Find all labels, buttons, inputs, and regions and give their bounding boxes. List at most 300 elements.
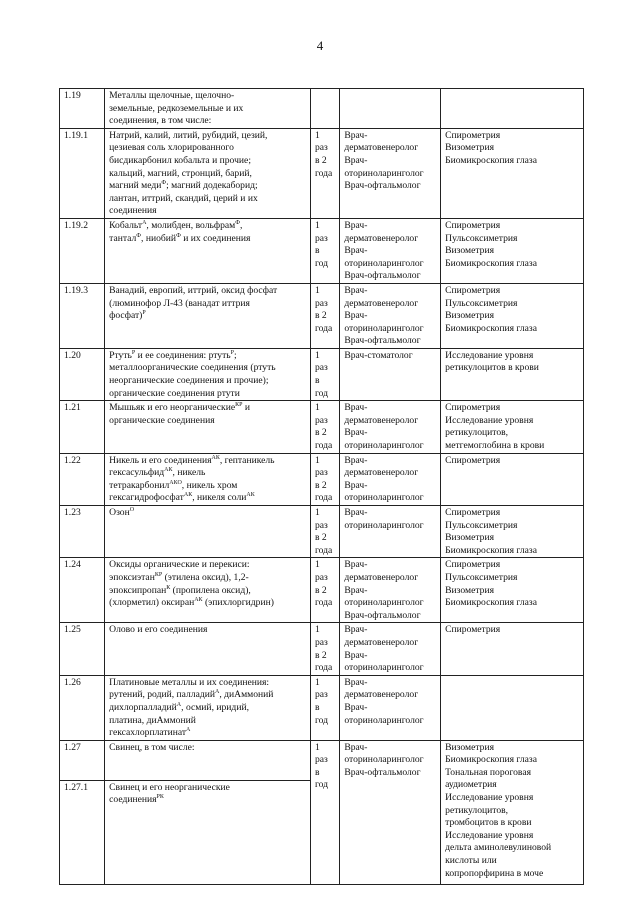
examination-cell-line	[445, 155, 580, 168]
hazard-mark: А	[142, 219, 147, 226]
frequency-cell-line	[315, 350, 336, 363]
specialist-cell-line	[344, 467, 437, 480]
text-segment: Натрий, калий, литий, рубидий, цезий,	[109, 129, 268, 141]
text-segment: кислоты или	[445, 855, 497, 867]
text-segment: , осмий, иридий,	[181, 701, 249, 713]
text-segment: 1	[314, 454, 320, 466]
text-segment: Врач-стоматолог	[344, 349, 413, 361]
text-segment: раз	[314, 232, 328, 244]
row-number-cell: 1.27	[60, 740, 105, 780]
specialist-cell	[340, 675, 441, 740]
text-segment: в 2	[314, 479, 327, 491]
text-segment: Олово и его соединения	[109, 624, 208, 636]
text-segment: земельные, редкоземельные и их	[109, 102, 244, 114]
frequency-cell-line	[315, 362, 336, 375]
text-segment: 1	[314, 284, 320, 296]
text-segment: Спирометрия	[445, 624, 501, 636]
text-segment: 1	[314, 559, 320, 571]
text-segment: копропорфирина в моче	[445, 867, 544, 879]
text-segment: в	[314, 701, 320, 713]
frequency-cell-line	[315, 155, 336, 168]
text-segment: , ниобий	[141, 232, 177, 244]
examination-cell-line	[445, 754, 580, 767]
substance-cell-line	[109, 193, 307, 206]
text-segment: гексахлорплатинат	[109, 727, 187, 739]
substance-cell-line	[109, 559, 307, 572]
examination-cell-line	[445, 142, 580, 155]
text-segment: Врач-	[344, 310, 368, 322]
frequency-cell	[310, 558, 339, 623]
substance-cell-line	[109, 677, 307, 690]
substance-cell-line	[109, 285, 307, 298]
text-segment: раз	[314, 754, 328, 766]
table-row	[60, 348, 584, 400]
specialist-cell	[340, 623, 441, 675]
examination-cell-line	[445, 855, 580, 868]
specialist-cell-line	[344, 677, 437, 690]
text-segment: Биомикроскопия глаза	[445, 597, 537, 609]
specialist-cell-line	[344, 415, 437, 428]
text-segment: метгемоглобина в крови	[445, 440, 545, 452]
text-segment: ,	[239, 219, 243, 231]
text-segment: Врач-	[344, 701, 368, 713]
text-segment: дельта аминолевулиновой	[445, 842, 552, 854]
text-segment: в 2	[314, 649, 327, 661]
row-number-cell: 1.20	[60, 348, 105, 400]
text-segment: дерматовенеролог	[344, 142, 419, 154]
frequency-cell-line	[315, 323, 336, 336]
specialist-cell-line	[344, 402, 437, 415]
text-segment: Спирометрия	[445, 559, 501, 571]
table-row	[60, 623, 584, 675]
specialist-cell	[340, 401, 441, 453]
text-segment: в 2	[314, 584, 327, 596]
text-segment: 1	[314, 402, 320, 414]
frequency-cell	[310, 623, 339, 675]
text-segment: (эпихлоргидрин)	[202, 597, 274, 609]
specialist-cell-line	[344, 335, 437, 348]
hazard-mark: Ф	[235, 219, 240, 226]
examination-cell-line	[445, 440, 580, 453]
examination-cell	[441, 675, 584, 740]
text-segment: Спирометрия	[445, 454, 501, 466]
table-row	[60, 675, 584, 740]
frequency-cell-line	[315, 142, 336, 155]
text-segment: дерматовенеролог	[344, 467, 419, 479]
text-segment: Озон	[109, 507, 130, 518]
text-segment: Врач-офтальмолог	[344, 609, 421, 621]
text-segment: Врач-офтальмолог	[344, 766, 421, 778]
examination-cell-line	[445, 285, 580, 298]
substance-cell-line	[109, 142, 307, 155]
text-segment: Пульсоксиметрия	[445, 571, 518, 583]
frequency-cell	[310, 218, 339, 283]
row-number-cell: 1.19.3	[60, 283, 105, 348]
hazard-mark: О	[129, 507, 135, 513]
text-segment: Исследование уровня	[445, 829, 534, 841]
substance-cell-line	[109, 794, 307, 807]
examination-cell	[441, 89, 584, 129]
substance-cell-line	[109, 388, 307, 401]
frequency-cell-line	[315, 662, 336, 675]
text-segment: 1	[314, 507, 320, 518]
specialist-cell-line	[344, 624, 437, 637]
substance-cell-line	[109, 715, 307, 728]
row-number-cell: 1.19	[60, 89, 105, 129]
specialist-cell-line	[344, 427, 437, 440]
text-segment: 1	[314, 219, 320, 231]
hazard-mark: АК	[246, 492, 255, 499]
text-segment: Спирометрия	[445, 284, 501, 296]
frequency-cell-line	[315, 220, 336, 233]
substance-cell-line	[109, 402, 307, 415]
examination-cell-line	[445, 455, 580, 468]
text-segment: года	[314, 662, 333, 674]
specialist-cell-line	[344, 610, 437, 623]
text-segment: раз	[314, 571, 328, 583]
substance-cell	[105, 623, 311, 675]
text-segment: 1	[314, 624, 320, 636]
text-segment: Врач-	[344, 427, 368, 439]
text-segment: ;	[234, 349, 237, 361]
frequency-cell-line	[315, 637, 336, 650]
text-segment: Исследование уровня	[445, 414, 534, 426]
text-segment: дихлорпалладий	[109, 701, 177, 713]
specialist-cell	[340, 218, 441, 283]
frequency-cell-line	[315, 742, 336, 755]
examination-cell	[441, 401, 584, 453]
substance-cell-line	[109, 155, 307, 168]
text-segment: (хлорметил) оксиран	[109, 597, 195, 609]
page-number: 4	[316, 38, 324, 53]
hazard-table	[59, 88, 584, 885]
substance-cell-line	[109, 205, 307, 218]
text-segment: Исследование уровня	[445, 792, 534, 804]
substance-cell-line	[109, 492, 307, 505]
substance-cell-line	[109, 455, 307, 468]
frequency-cell-line	[315, 779, 336, 792]
table-row	[60, 453, 584, 505]
text-segment: Исследование уровня	[445, 349, 534, 361]
table-row	[60, 283, 584, 348]
frequency-cell-line	[315, 415, 336, 428]
text-segment: эпоксипропан	[109, 584, 167, 596]
text-segment: Врач-	[344, 454, 368, 466]
hazard-mark: Р	[230, 349, 235, 356]
text-segment: дерматовенеролог	[344, 414, 419, 426]
substance-cell-line	[109, 702, 307, 715]
text-segment: Спирометрия	[445, 129, 501, 141]
text-segment: Спирометрия	[445, 402, 501, 414]
text-segment: и	[242, 402, 251, 414]
text-segment: эпоксиэтан	[109, 571, 155, 583]
frequency-cell-line	[315, 168, 336, 181]
text-segment: , никель хром	[181, 479, 238, 491]
text-segment: раз	[314, 636, 328, 648]
specialist-cell-line	[344, 520, 437, 533]
examination-cell-line	[445, 427, 580, 440]
examination-cell-line	[445, 258, 580, 271]
frequency-cell-line	[315, 388, 336, 401]
text-segment: металлоорганические соединения (ртуть	[109, 362, 276, 374]
text-segment: Свинец, в том числе:	[109, 741, 195, 753]
examination-cell-line	[445, 245, 580, 258]
text-segment: (люминофор Л-43 (ванадат иттрия	[109, 297, 250, 309]
text-segment: оториноларинголог	[344, 597, 424, 609]
examination-cell	[441, 623, 584, 675]
frequency-cell-line	[315, 480, 336, 493]
substance-cell-line	[109, 624, 307, 637]
specialist-cell-line	[344, 168, 437, 181]
row-number-cell: 1.21	[60, 401, 105, 453]
specialist-cell-line	[344, 507, 437, 520]
text-segment: Врач-офтальмолог	[344, 335, 421, 347]
text-segment: Пульсоксиметрия	[445, 232, 518, 244]
specialist-cell-line	[344, 440, 437, 453]
text-segment: тетракарбонил	[109, 479, 170, 491]
frequency-cell-line	[315, 233, 336, 246]
specialist-cell-line	[344, 689, 437, 702]
text-segment: органические соединения ртути	[109, 387, 240, 399]
examination-cell-line	[445, 310, 580, 323]
text-segment: Врач-	[344, 741, 368, 753]
hazard-mark: АК	[194, 597, 203, 604]
text-segment: года	[314, 492, 333, 504]
examination-cell-line	[445, 520, 580, 533]
table-row	[60, 401, 584, 453]
row-number-cell: 1.27.1	[60, 780, 105, 884]
hazard-mark: А	[176, 701, 182, 708]
substance-cell	[105, 506, 311, 558]
frequency-cell-line	[315, 715, 336, 728]
text-segment: Платиновые металлы и их соединения:	[109, 676, 270, 688]
text-segment: ретикулоцитов в крови	[445, 362, 539, 374]
hazard-mark: КР	[235, 402, 243, 409]
frequency-cell	[310, 401, 339, 453]
substance-cell-line	[109, 298, 307, 311]
text-segment: Металлы щелочные, щелочно-	[109, 90, 235, 101]
specialist-cell-line	[344, 233, 437, 246]
hazard-mark: Р	[131, 349, 136, 356]
text-segment: соединения	[109, 205, 157, 217]
substance-cell	[105, 128, 311, 218]
specialist-cell-line	[344, 742, 437, 755]
text-segment: Врач-	[344, 284, 368, 296]
examination-cell-line	[445, 362, 580, 375]
frequency-cell	[310, 89, 339, 129]
specialist-cell-line	[344, 637, 437, 650]
text-segment: в 2	[314, 532, 327, 544]
examination-cell	[441, 740, 584, 884]
frequency-cell	[310, 128, 339, 218]
specialist-cell-line	[344, 597, 437, 610]
frequency-cell-line	[315, 702, 336, 715]
text-segment: оториноларинголог	[344, 167, 424, 179]
examination-cell	[441, 128, 584, 218]
specialist-cell-line	[344, 492, 437, 505]
examination-cell-line	[445, 805, 580, 818]
frequency-cell-line	[315, 310, 336, 323]
specialist-cell-line	[344, 702, 437, 715]
text-segment: лантан, иттрий, скандий, церий и их	[109, 192, 258, 204]
text-segment: года	[314, 544, 333, 556]
frequency-cell-line	[315, 532, 336, 545]
examination-cell	[441, 283, 584, 348]
frequency-cell-line	[315, 559, 336, 572]
specialist-cell-line	[344, 650, 437, 663]
hazard-mark: К	[166, 584, 171, 591]
text-segment: Визометрия	[445, 741, 495, 753]
text-segment: Мышьяк и его неорганические	[109, 402, 236, 414]
text-segment: тантал	[109, 232, 137, 244]
text-segment: Врач-	[344, 129, 368, 141]
frequency-cell-line	[315, 258, 336, 271]
row-number-cell: 1.19.2	[60, 218, 105, 283]
examination-cell-line	[445, 532, 580, 545]
text-segment: раз	[314, 689, 328, 701]
text-segment: Врач-	[344, 649, 368, 661]
text-segment: 1	[314, 349, 320, 361]
frequency-cell	[310, 675, 339, 740]
text-segment: ; магний додекаборид;	[166, 180, 258, 192]
substance-cell-line	[109, 130, 307, 143]
frequency-cell-line	[315, 492, 336, 505]
table-row	[60, 218, 584, 283]
text-segment: и ее соединения: ртуть	[135, 349, 231, 361]
specialist-cell-line	[344, 662, 437, 675]
text-segment: в	[314, 245, 320, 257]
examination-cell	[441, 453, 584, 505]
text-segment: кальций, магний, стронций, барий,	[109, 167, 252, 179]
examination-cell-line	[445, 842, 580, 855]
examination-cell-line	[445, 507, 580, 520]
text-segment: раз	[314, 362, 328, 374]
text-segment: оториноларинголог	[344, 519, 424, 531]
examination-cell	[441, 348, 584, 400]
text-segment: Биомикроскопия глаза	[445, 754, 537, 766]
text-segment: Врач-	[344, 219, 368, 231]
text-segment: Врач-офтальмолог	[344, 270, 421, 282]
text-segment: Врач-	[344, 507, 368, 518]
specialist-cell-line	[344, 155, 437, 168]
text-segment: цезиевая соль хлорированного	[109, 142, 234, 154]
text-segment: соединения, в том числе:	[109, 115, 212, 127]
examination-cell-line	[445, 545, 580, 558]
specialist-cell-line	[344, 715, 437, 728]
specialist-cell-line	[344, 767, 437, 780]
specialist-cell	[340, 89, 441, 129]
examination-cell	[441, 218, 584, 283]
hazard-mark: КР	[154, 571, 163, 578]
frequency-cell-line	[315, 650, 336, 663]
text-segment: бисдикарбонил кобальта и прочие;	[109, 154, 251, 166]
examination-cell-line	[445, 817, 580, 830]
substance-cell-line	[109, 103, 307, 116]
specialist-cell-line	[344, 180, 437, 193]
examination-cell-line	[445, 559, 580, 572]
text-segment: Ванадий, европий, иттрий, оксид фосфат	[109, 284, 278, 296]
text-segment: в 2	[314, 427, 327, 439]
hazard-mark: АК	[183, 492, 193, 499]
text-segment: (пропилена оксид),	[170, 584, 251, 596]
specialist-cell-line	[344, 350, 437, 363]
substance-cell-line	[109, 782, 307, 795]
specialist-cell-line	[344, 298, 437, 311]
examination-cell-line	[445, 233, 580, 246]
text-segment: дерматовенеролог	[344, 297, 419, 309]
text-segment: Биомикроскопия глаза	[445, 322, 537, 334]
text-segment: гексагидрофосфат	[109, 492, 184, 504]
text-segment: органические соединения	[109, 414, 215, 426]
hazard-mark: Ф	[136, 232, 142, 239]
substance-cell-line	[109, 415, 307, 428]
substance-cell-line	[109, 90, 307, 103]
text-segment: Врач-	[344, 245, 368, 257]
text-segment: оториноларинголог	[344, 257, 424, 269]
examination-cell	[441, 558, 584, 623]
text-segment: ретикулоцитов,	[445, 804, 509, 816]
frequency-cell-line	[315, 245, 336, 258]
text-segment: Врач-офтальмолог	[344, 180, 421, 192]
examination-cell-line	[445, 585, 580, 598]
hazard-mark: АК	[164, 467, 173, 474]
substance-cell	[105, 218, 311, 283]
substance-cell-line	[109, 507, 307, 520]
text-segment: года	[314, 597, 333, 609]
specialist-cell	[340, 348, 441, 400]
text-segment: , гептаникель	[219, 454, 275, 466]
text-segment: Врач-	[344, 559, 368, 571]
text-segment: раз	[314, 142, 328, 154]
text-segment: Спирометрия	[445, 219, 501, 231]
substance-cell	[105, 348, 311, 400]
substance-cell	[105, 780, 311, 884]
text-segment: Пульсоксиметрия	[445, 297, 518, 309]
table-row	[60, 128, 584, 218]
substance-cell-line	[109, 350, 307, 363]
text-segment: , диАммоний	[219, 689, 274, 701]
text-segment: оториноларинголог	[344, 492, 424, 504]
text-segment: дерматовенеролог	[344, 232, 419, 244]
frequency-cell-line	[315, 440, 336, 453]
substance-cell-line	[109, 180, 307, 193]
substance-cell-line	[109, 168, 307, 181]
text-segment: оториноларинголог	[344, 440, 424, 452]
text-segment: ретикулоцитов,	[445, 427, 509, 439]
row-number-cell: 1.24	[60, 558, 105, 623]
text-segment: Биомикроскопия глаза	[445, 154, 537, 166]
frequency-cell-line	[315, 507, 336, 520]
text-segment: гексасульфид	[109, 467, 165, 479]
specialist-cell-line	[344, 323, 437, 336]
examination-cell-line	[445, 624, 580, 637]
text-segment: Оксиды органические и перекиси:	[109, 559, 250, 571]
text-segment: год	[314, 387, 329, 399]
frequency-cell-line	[315, 597, 336, 610]
specialist-cell-line	[344, 270, 437, 283]
row-number-cell: 1.23	[60, 506, 105, 558]
table-row	[60, 558, 584, 623]
frequency-cell-line	[315, 767, 336, 780]
text-segment: оториноларинголог	[344, 754, 424, 766]
examination-cell-line	[445, 830, 580, 843]
substance-cell	[105, 740, 311, 780]
frequency-cell	[310, 453, 339, 505]
text-segment: года	[314, 440, 333, 452]
text-segment: дерматовенеролог	[344, 689, 419, 701]
specialist-cell	[340, 283, 441, 348]
substance-cell-line	[109, 362, 307, 375]
